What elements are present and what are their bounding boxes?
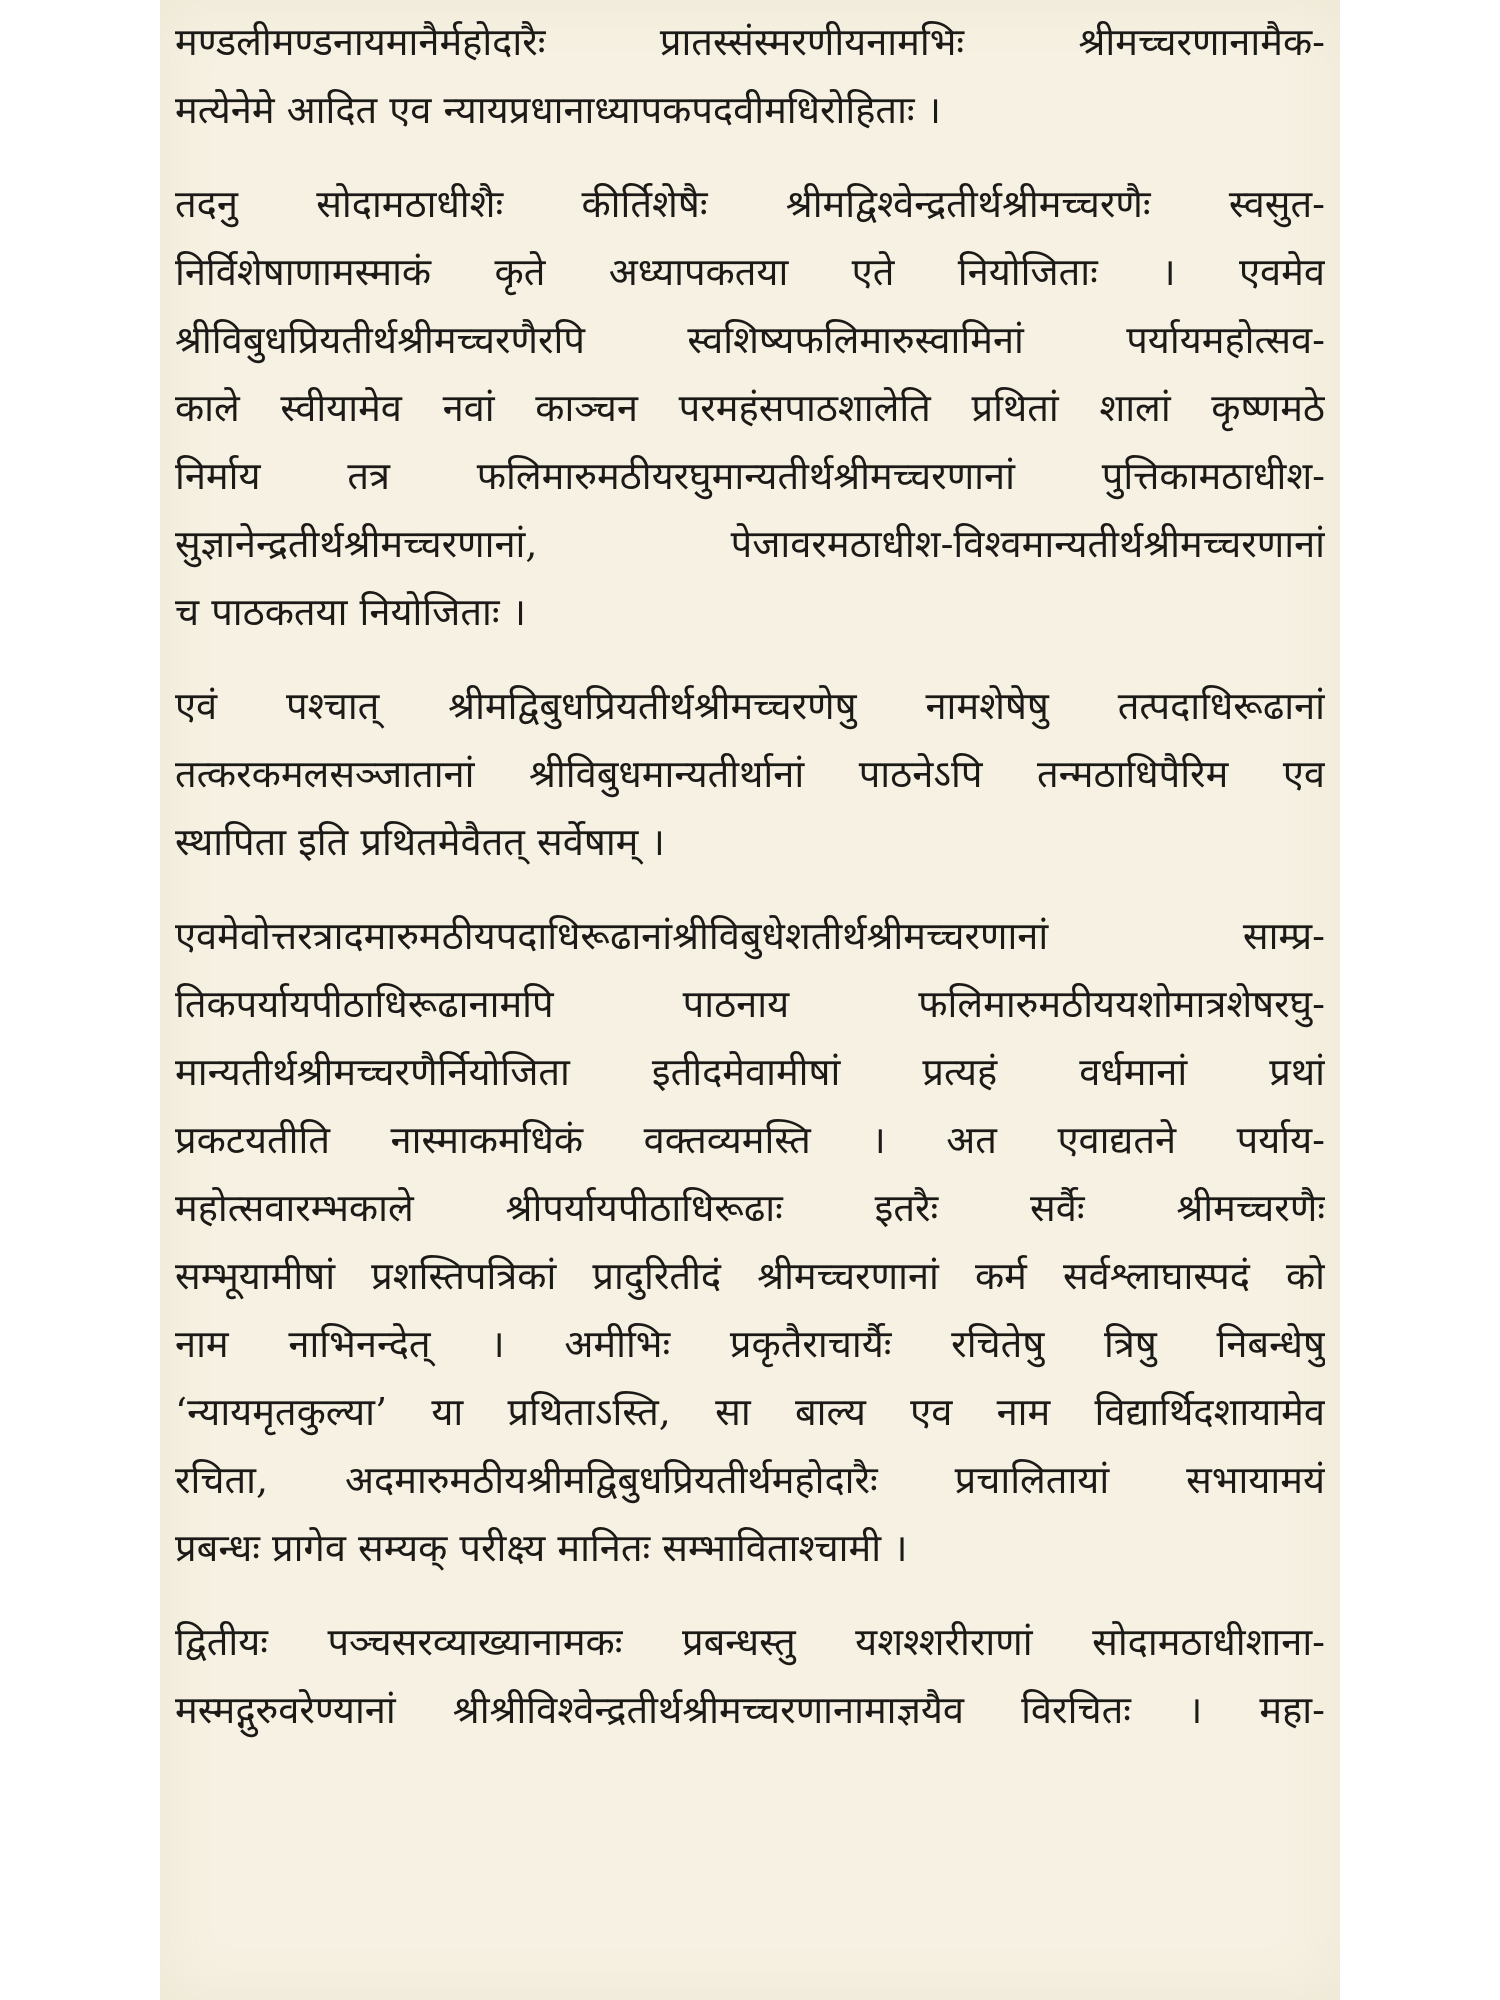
paragraph: [175, 8, 1325, 144]
text-line: तत्करकमलसञ्जातानां श्रीविबुधमान्यतीर्थानां पाठनेऽपि तन्मठाधिपैरिम एव: [175, 752, 1325, 796]
text-line: महोत्सवारम्भकाले श्रीपर्यायपीठाधिरूढाः इतरैः सर्वैः श्रीमच्चरणैः: [175, 1186, 1325, 1230]
text-line: मण्डलीमण्डनायमानैर्महोदारैः प्रातस्संस्मरणीयनामभिः श्रीमच्चरणानामैक-: [175, 20, 1325, 64]
text-line: प्रकटयतीति नास्माकमधिकं वक्तव्यमस्ति । अत एवाद्यतने पर्याय-: [175, 1118, 1325, 1162]
text-line: सुज्ञानेन्द्रतीर्थश्रीमच्चरणानां, पेजावरमठाधीश-विश्वमान्यतीर्थश्रीमच्चरणानां: [175, 522, 1325, 566]
paragraph: [175, 672, 1325, 876]
paragraph: [175, 902, 1325, 1582]
text-line: नाम नाभिनन्देत् । अमीभिः प्रकृतैराचार्यैः रचितेषु त्रिषु निबन्धेषु: [175, 1322, 1325, 1366]
text-line: निर्विशेषाणामस्माकं कृते अध्यापकतया एते नियोजिताः । एवमेव: [175, 250, 1325, 294]
text-line: श्रीविबुधप्रियतीर्थश्रीमच्चरणैरपि स्वशिष्यफलिमारुस्वामिनां पर्यायमहोत्सव-: [175, 318, 1325, 362]
text-line: मत्येनेमे आदित एव न्यायप्रधानाध्यापकपदवीमधिरोहिताः ।: [175, 88, 942, 132]
paragraph: [175, 170, 1325, 646]
book-page: [160, 0, 1340, 2000]
text-line: रचिता, अदमारुमठीयश्रीमद्विबुधप्रियतीर्थमहोदारैः प्रचालितायां सभायामयं: [175, 1458, 1325, 1502]
text-line: मस्मद्गुरुवरेण्यानां श्रीश्रीविश्वेन्द्रतीर्थश्रीमच्चरणानामाज्ञयैव विरचितः । महा-: [175, 1688, 1325, 1732]
text-line: निर्माय तत्र फलिमारुमठीयरघुमान्यतीर्थश्रीमच्चरणानां पुत्तिकामठाधीश-: [175, 454, 1325, 498]
text-line: तदनु सोदामठाधीशैः कीर्तिशेषैः श्रीमद्विश्वेन्द्रतीर्थश्रीमच्चरणैः स्वसुत-: [175, 182, 1325, 226]
text-line: काले स्वीयामेव नवां काञ्चन परमहंसपाठशालेति प्रथितां शालां कृष्णमठे: [175, 386, 1325, 430]
text-line: द्वितीयः पञ्चसरव्याख्यानामकः प्रबन्धस्तु यशश्शरीराणां सोदामठाधीशाना-: [175, 1620, 1325, 1664]
text-line: स्थापिता इति प्रथितमेवैतत् सर्वेषाम् ।: [175, 820, 665, 864]
text-line: मान्यतीर्थश्रीमच्चरणैर्नियोजिता इतीदमेवामीषां प्रत्यहं वर्धमानां प्रथां: [175, 1050, 1325, 1094]
text-line: प्रबन्धः प्रागेव सम्यक् परीक्ष्य मानितः सम्भाविताश्चामी ।: [175, 1526, 908, 1570]
text-line: एवमेवोत्तरत्रादमारुमठीयपदाधिरूढानांश्रीविबुधेशतीर्थश्रीमच्चरणानां साम्प्र-: [175, 914, 1325, 958]
text-line: ‘न्यायमृतकुल्या’ या प्रथिताऽस्ति, सा बाल्य एव नाम विद्यार्थिदशायामेव: [175, 1390, 1325, 1434]
text-line: एवं पश्चात् श्रीमद्विबुधप्रियतीर्थश्रीमच्चरणेषु नामशेषेषु तत्पदाधिरूढानां: [175, 684, 1325, 728]
page-text: [175, 8, 1325, 1770]
text-line: च पाठकतया नियोजिताः ।: [175, 590, 527, 634]
paragraph: [175, 1608, 1325, 1744]
text-line: सम्भूयामीषां प्रशस्तिपत्रिकां प्रादुरितीदं श्रीमच्चरणानां कर्म सर्वश्लाघास्पदं को: [175, 1254, 1325, 1298]
text-line: तिकपर्यायपीठाधिरूढानामपि पाठनाय फलिमारुमठीययशोमात्रशेषरघु-: [175, 982, 1325, 1026]
